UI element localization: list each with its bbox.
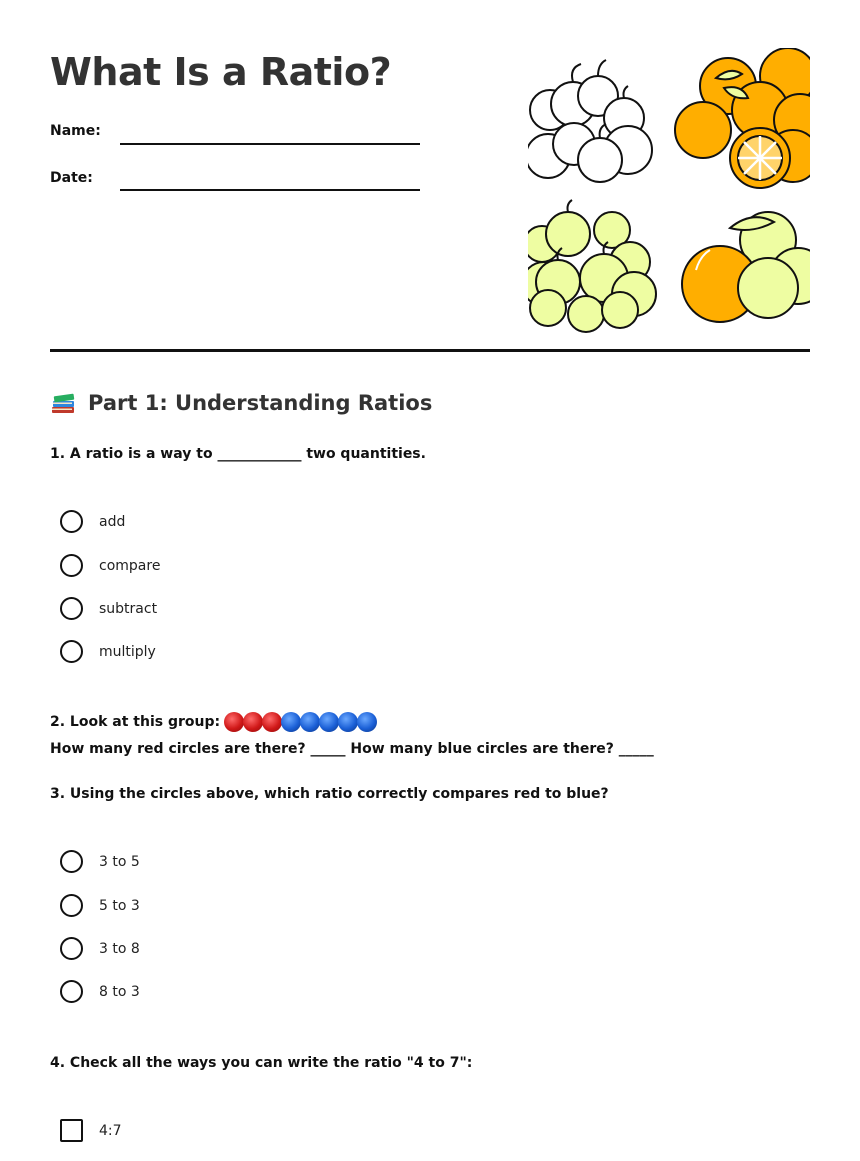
question-4: 4. Check all the ways you can write the ratio "4 to 7": xyxy=(50,1055,473,1071)
blue-circle xyxy=(357,712,377,732)
option-label: 3 to 5 xyxy=(99,853,140,870)
header-divider xyxy=(50,349,810,352)
red-circle xyxy=(243,712,263,732)
question-3: 3. Using the circles above, which ratio correctly compares red to blue? xyxy=(50,786,609,802)
blue-circle xyxy=(300,712,320,732)
option-label: 5 to 3 xyxy=(99,897,140,914)
checkbox[interactable] xyxy=(60,1119,83,1142)
radio-button[interactable] xyxy=(60,510,83,533)
green-apples-image xyxy=(528,200,656,332)
q3-option-3[interactable] xyxy=(60,937,140,960)
question-1: 1. A ratio is a way to ____________ two quantities. xyxy=(50,446,426,462)
q1-option-1[interactable] xyxy=(60,510,125,533)
option-label: compare xyxy=(99,557,161,574)
white-apples-image xyxy=(528,60,652,182)
orange-and-melons-image xyxy=(682,212,810,322)
oranges-image xyxy=(675,48,810,188)
q3-option-4[interactable] xyxy=(60,980,140,1003)
blue-circle xyxy=(319,712,339,732)
option-label: multiply xyxy=(99,643,156,660)
name-label: Name: xyxy=(50,123,101,139)
radio-button[interactable] xyxy=(60,554,83,577)
radio-button[interactable] xyxy=(60,597,83,620)
option-label: 4:7 xyxy=(99,1122,122,1139)
date-line[interactable] xyxy=(120,189,420,191)
fruit-illustration xyxy=(528,48,810,333)
option-label: subtract xyxy=(99,600,158,617)
question-2-counts: How many red circles are there? _____ How many blue circles are there? _____ xyxy=(50,741,654,757)
question-2-lead: 2. Look at this group: xyxy=(50,714,221,730)
section-title-part-1 xyxy=(50,390,432,416)
red-circle xyxy=(262,712,282,732)
section-title-text: Part 1: Understanding Ratios xyxy=(88,391,433,415)
option-label: 3 to 8 xyxy=(99,940,140,957)
name-line[interactable] xyxy=(120,143,420,145)
radio-button[interactable] xyxy=(60,980,83,1003)
option-label: add xyxy=(99,513,126,530)
q4-option-1[interactable] xyxy=(60,1119,122,1142)
date-label: Date: xyxy=(50,170,93,186)
q1-option-3[interactable] xyxy=(60,597,157,620)
page-title: What Is a Ratio? xyxy=(50,50,392,94)
radio-button[interactable] xyxy=(60,640,83,663)
books-icon xyxy=(50,390,78,416)
radio-button[interactable] xyxy=(60,850,83,873)
blue-circle xyxy=(281,712,301,732)
q1-option-4[interactable] xyxy=(60,640,156,663)
circle-group xyxy=(224,712,376,732)
q1-option-2[interactable] xyxy=(60,554,160,577)
red-circle xyxy=(224,712,244,732)
blue-circle xyxy=(338,712,358,732)
q3-option-2[interactable] xyxy=(60,894,140,917)
q3-option-1[interactable] xyxy=(60,850,140,873)
radio-button[interactable] xyxy=(60,937,83,960)
question-2 xyxy=(50,712,376,732)
option-label: 8 to 3 xyxy=(99,983,140,1000)
radio-button[interactable] xyxy=(60,894,83,917)
